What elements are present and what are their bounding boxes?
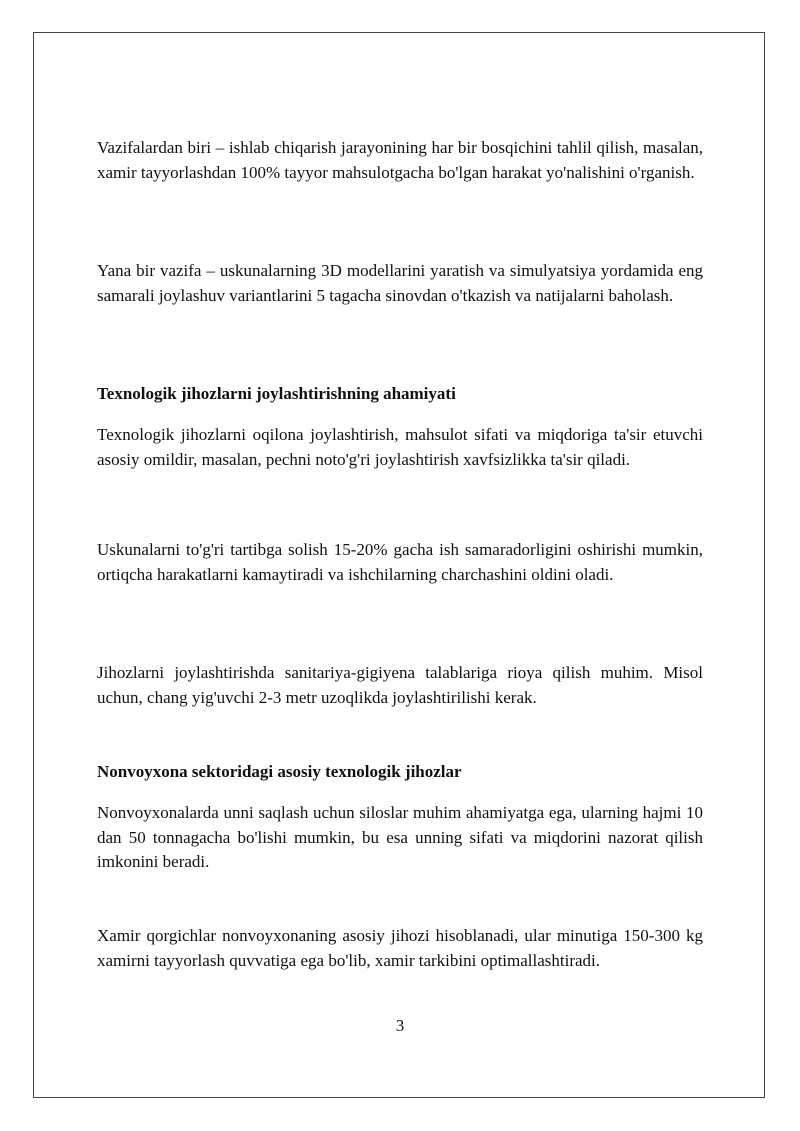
intro-paragraph-2: Yana bir vazifa – uskunalarning 3D modellarini yaratish va simulyatsiya yordamida eng samarali joylashuv variantlarini 5 tagacha sinovdan o'tkazish va natijalarni baholash. (97, 261, 703, 305)
section1-paragraph-1: Texnologik jihozlarni oqilona joylashtirish, mahsulot sifati va miqdoriga ta'sir etuvchi asosiy omildir, masalan, pechni noto'g'ri joylashtirish xavfsizlikka ta'sir qiladi. (97, 425, 703, 469)
page-number: 3 (395, 1016, 405, 1035)
section2-paragraph-2: Xamir qorgichlar nonvoyxonaning asosiy jihozi hisoblanadi, ular minutiga 150-300 kg xamirni tayyorlash quvvatiga ega bo'lib, xamir tarkibini optimallashtiradi. (97, 926, 703, 970)
section2-paragraph-1: Nonvoyxonalarda unni saqlash uchun siloslar muhim ahamiyatga ega, ularning hajmi 10 dan 50 tonnagacha bo'lishi mumkin, bu esa unning sifati va miqdorini nazorat qilish imkonini beradi. (97, 803, 703, 871)
section-heading-importance: Texnologik jihozlarni joylashtirishning ahamiyati (97, 384, 456, 403)
section1-paragraph-2: Uskunalarni to'g'ri tartibga solish 15-20% gacha ish samaradorligini oshirishi mumkin, ortiqcha harakatlarni kamaytiradi va ishchilarning charchashini oldini oladi. (97, 540, 703, 584)
section-heading-equipment: Nonvoyxona sektoridagi asosiy texnologik jihozlar (97, 762, 462, 781)
intro-paragraph-1: Vazifalardan biri – ishlab chiqarish jarayonining har bir bosqichini tahlil qilish, masalan, xamir tayyorlashdan 100% tayyor mahsulotgacha bo'lgan harakat yo'nalishini o'rganish. (97, 138, 703, 182)
section1-paragraph-3: Jihozlarni joylashtirishda sanitariya-gigiyena talablariga rioya qilish muhim. Misol uchun, chang yig'uvchi 2-3 metr uzoqlikda joylashtirilishi kerak. (97, 663, 703, 707)
